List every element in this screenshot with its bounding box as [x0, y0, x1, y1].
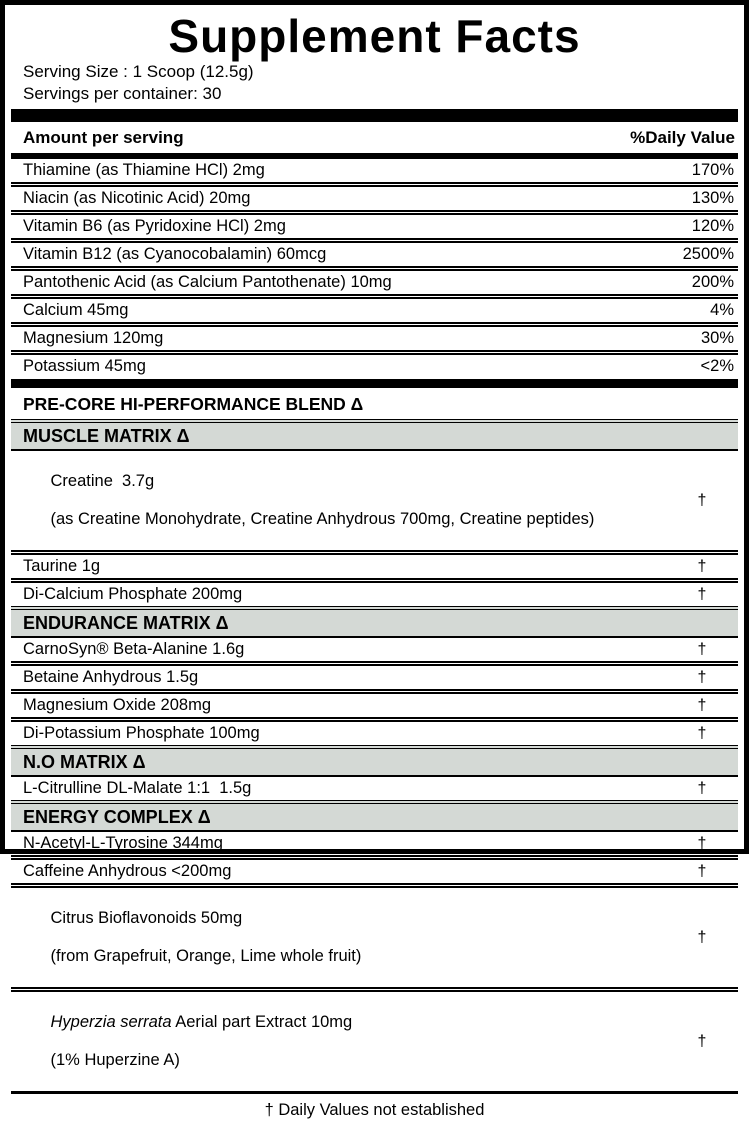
nutrient-row: [11, 187, 738, 215]
ingredient-name: Magnesium Oxide 208mg: [23, 696, 212, 714]
label-title: Supplement Facts: [168, 10, 581, 62]
ingredient-name: Caffeine Anhydrous <200mg: [23, 862, 232, 880]
daily-value-dagger: †: [697, 835, 707, 852]
ingredient-row: [11, 992, 738, 1091]
ingredient-name: L-Citrulline DL-Malate 1:1 1.5g: [23, 779, 252, 797]
ingredient-name: Di-Calcium Phosphate 200mg: [23, 585, 243, 603]
thick-divider-bar: [11, 109, 738, 122]
nutrient-daily-value: 170%: [691, 161, 734, 179]
ingredient-row: [11, 583, 738, 606]
thick-divider-bar: [11, 379, 738, 388]
ingredient-row: [11, 888, 738, 992]
daily-value-dagger: †: [697, 697, 707, 714]
daily-value-dagger: †: [697, 558, 707, 575]
nutrient-row: [11, 327, 738, 355]
ingredient-name: Di-Potassium Phosphate 100mg: [23, 724, 260, 742]
ingredient-row: [11, 451, 738, 555]
amount-per-serving-header: Amount per serving: [23, 128, 184, 147]
nutrient-name: Vitamin B12 (as Cyanocobalamin) 60mcg: [23, 245, 327, 263]
ingredient-source: (as Creatine Monohydrate, Creatine Anhydrous 700mg, Creatine peptides): [50, 510, 595, 528]
ingredient-amount: Aerial part Extract 10mg: [171, 1013, 353, 1031]
ingredient-name: CarnoSyn® Beta-Alanine 1.6g: [23, 640, 245, 658]
daily-value-dagger: †: [697, 669, 707, 686]
section-header-energy-complex: ENERGY COMPLEX Δ: [11, 800, 738, 832]
nutrient-name: Calcium 45mg: [23, 301, 129, 319]
daily-value-dagger: †: [697, 586, 707, 603]
nutrient-daily-value: <2%: [700, 357, 734, 375]
daily-value-dagger: †: [697, 492, 707, 509]
ingredient-row: [11, 860, 738, 888]
nutrient-daily-value: 30%: [700, 329, 734, 347]
nutrient-row: [11, 299, 738, 327]
servings-per-container-text: Servings per container: 30: [23, 84, 222, 103]
ingredient-amount: Creatine 3.7g: [50, 472, 155, 490]
ingredient-row: [11, 666, 738, 694]
ingredient-amount: Citrus Bioflavonoids 50mg: [50, 909, 243, 927]
section-header-no-matrix: N.O MATRIX Δ: [11, 745, 738, 777]
ingredient-source: (1% Huperzine A): [50, 1051, 180, 1069]
nutrient-daily-value: 130%: [691, 189, 734, 207]
nutrient-name: Vitamin B6 (as Pyridoxine HCl) 2mg: [23, 217, 286, 235]
nutrient-daily-value: 120%: [691, 217, 734, 235]
nutrient-row: [11, 271, 738, 299]
daily-value-dagger: †: [697, 780, 707, 797]
serving-size-text: Serving Size : 1 Scoop (12.5g): [23, 62, 254, 81]
daily-value-footnote: † Daily Values not established: [11, 1091, 738, 1124]
ingredient-row: [11, 777, 738, 800]
daily-value-dagger: †: [697, 725, 707, 742]
ingredient-name: [23, 994, 352, 1089]
daily-value-dagger: †: [697, 929, 707, 946]
nutrient-row: [11, 215, 738, 243]
ingredient-name: [23, 453, 594, 548]
nutrient-daily-value: 200%: [691, 273, 734, 291]
ingredient-row: [11, 555, 738, 583]
blend-title: PRE-CORE HI-PERFORMANCE BLEND Δ: [23, 394, 364, 414]
ingredient-row: [11, 638, 738, 666]
ingredient-row: [11, 694, 738, 722]
nutrient-name: Potassium 45mg: [23, 357, 146, 375]
nutrient-row: [11, 159, 738, 187]
nutrient-name: Thiamine (as Thiamine HCl) 2mg: [23, 161, 265, 179]
nutrient-name: Magnesium 120mg: [23, 329, 164, 347]
nutrient-name: Pantothenic Acid (as Calcium Pantothenate) 10mg: [23, 273, 392, 291]
nutrient-daily-value: 2500%: [682, 245, 734, 263]
nutrient-row: [11, 355, 738, 378]
nutrient-daily-value: 4%: [710, 301, 734, 319]
column-header-row: [11, 122, 738, 153]
ingredient-source: (from Grapefruit, Orange, Lime whole fruit): [50, 947, 362, 965]
ingredient-row: [11, 832, 738, 860]
daily-value-dagger: †: [697, 1033, 707, 1050]
nutrient-row: [11, 243, 738, 271]
daily-value-dagger: †: [697, 641, 707, 658]
ingredient-name: Betaine Anhydrous 1.5g: [23, 668, 199, 686]
section-header-muscle-matrix: MUSCLE MATRIX Δ: [11, 419, 738, 451]
section-header-endurance-matrix: ENDURANCE MATRIX Δ: [11, 606, 738, 638]
nutrient-name: Niacin (as Nicotinic Acid) 20mg: [23, 189, 251, 207]
ingredient-name: N-Acetyl-L-Tyrosine 344mg: [23, 834, 223, 852]
ingredient-species-italic: Hyperzia serrata: [50, 1013, 172, 1031]
ingredient-row: [11, 722, 738, 745]
percent-daily-value-header: %Daily Value: [630, 128, 735, 147]
daily-value-dagger: †: [697, 863, 707, 880]
ingredient-name: Taurine 1g: [23, 557, 101, 575]
ingredient-name: [23, 890, 361, 985]
